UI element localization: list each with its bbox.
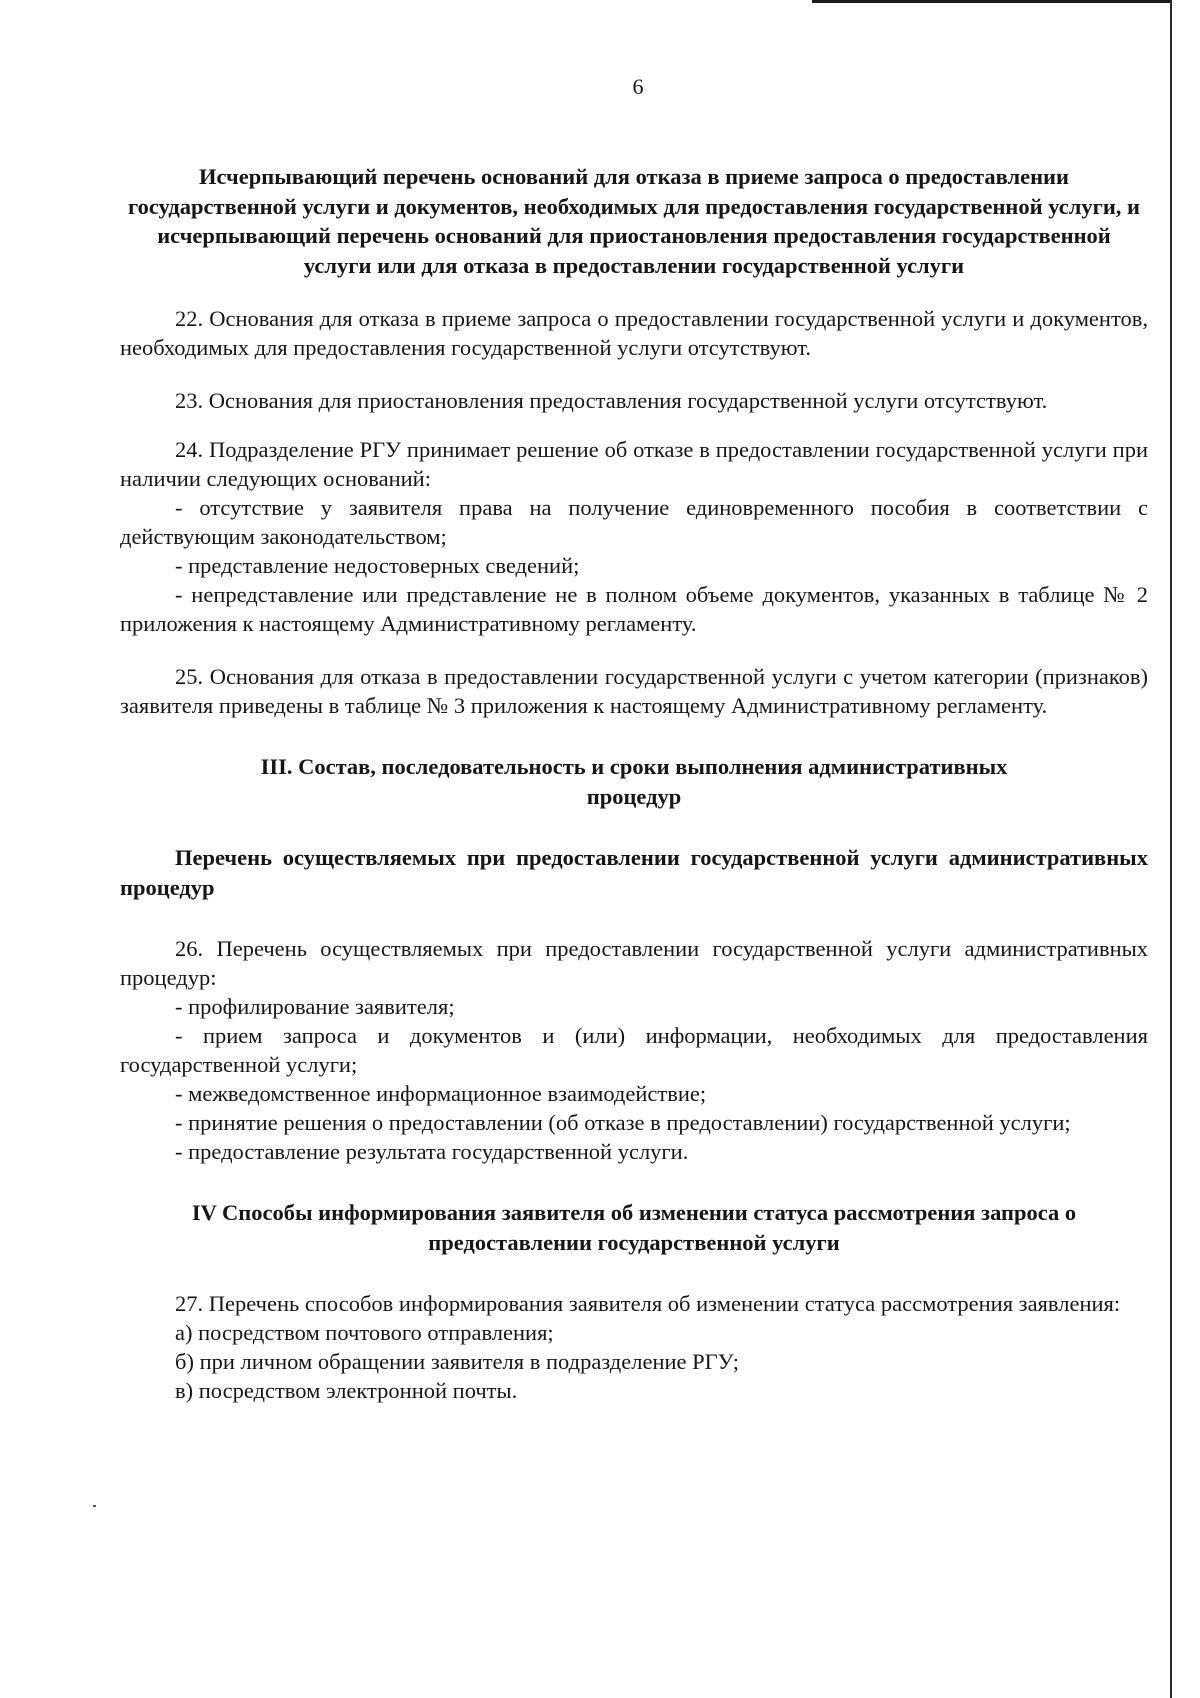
list-item: - профилирование заявителя; xyxy=(175,994,455,1019)
paragraph-24: 24. Подразделение РГУ принимает решение об отказе в предоставлении государственной услуги при наличии следующих оснований: xyxy=(120,437,1148,491)
section-heading-refusal: Исчерпывающий перечень оснований для отказа в приеме запроса о предоставлении государственной услуги и документов, необходимых для предоставления государственной услуги, и исчерпывающий перечень оснований для приостановления предоставления государственной услуги или для отказа в предоставлении государственной услуги xyxy=(127,164,1141,278)
paragraph-26: 26. Перечень осуществляемых при предоставлении государственной услуги административных процедур: xyxy=(120,936,1148,990)
page-number: 6 xyxy=(632,74,644,99)
scan-edge-top xyxy=(812,0,1172,3)
list-item: в) посредством электронной почты. xyxy=(175,1378,518,1403)
list-item: - отсутствие у заявителя права на получение единовременного пособия в соответствии с действующим законодательством; xyxy=(120,495,1148,549)
list-item: - непредставление или представление не в полном объеме документов, указанных в таблице № 2 приложения к настоящему Административному регламенту. xyxy=(120,582,1148,636)
paragraph-23: 23. Основания для приостановления предоставления государственной услуги отсутствуют. xyxy=(175,388,1048,413)
list-item: - принятие решения о предоставлении (об отказе в предоставлении) государственной услуги; xyxy=(175,1110,1071,1135)
list-item: - представление недостоверных сведений; xyxy=(175,553,580,578)
list-item: - предоставление результата государственной услуги. xyxy=(175,1139,689,1164)
scan-edge-right xyxy=(1170,0,1172,1698)
list-item: - межведомственное информационное взаимодействие; xyxy=(175,1081,707,1106)
subheading-procedures: Перечень осуществляемых при предоставлении государственной услуги административных процедур xyxy=(120,845,1148,900)
section-heading-iv: IV Способы информирования заявителя об изменении статуса рассмотрения запроса о предоставлении государственной услуги xyxy=(191,1200,1077,1255)
list-item: б) при личном обращении заявителя в подразделение РГУ; xyxy=(175,1349,739,1374)
paragraph-27: 27. Перечень способов информирования заявителя об изменении статуса рассмотрения заявления: xyxy=(175,1291,1121,1316)
scan-speck xyxy=(93,1505,96,1507)
list-item: а) посредством почтового отправления; xyxy=(175,1320,554,1345)
document-body xyxy=(120,162,1148,1405)
paragraph-25: 25. Основания для отказа в предоставлении государственной услуги с учетом категории (признаков) заявителя приведены в таблице № 3 приложения к настоящему Административному регламенту. xyxy=(120,664,1148,718)
section-heading-iii: III. Состав, последовательность и сроки выполнения административных процедур xyxy=(260,754,1008,809)
paragraph-22: 22. Основания для отказа в приеме запроса о предоставлении государственной услуги и документов, необходимых для предоставления государственной услуги отсутствуют. xyxy=(120,306,1148,360)
list-item: - прием запроса и документов и (или) информации, необходимых для предоставления государственной услуги; xyxy=(120,1023,1148,1077)
